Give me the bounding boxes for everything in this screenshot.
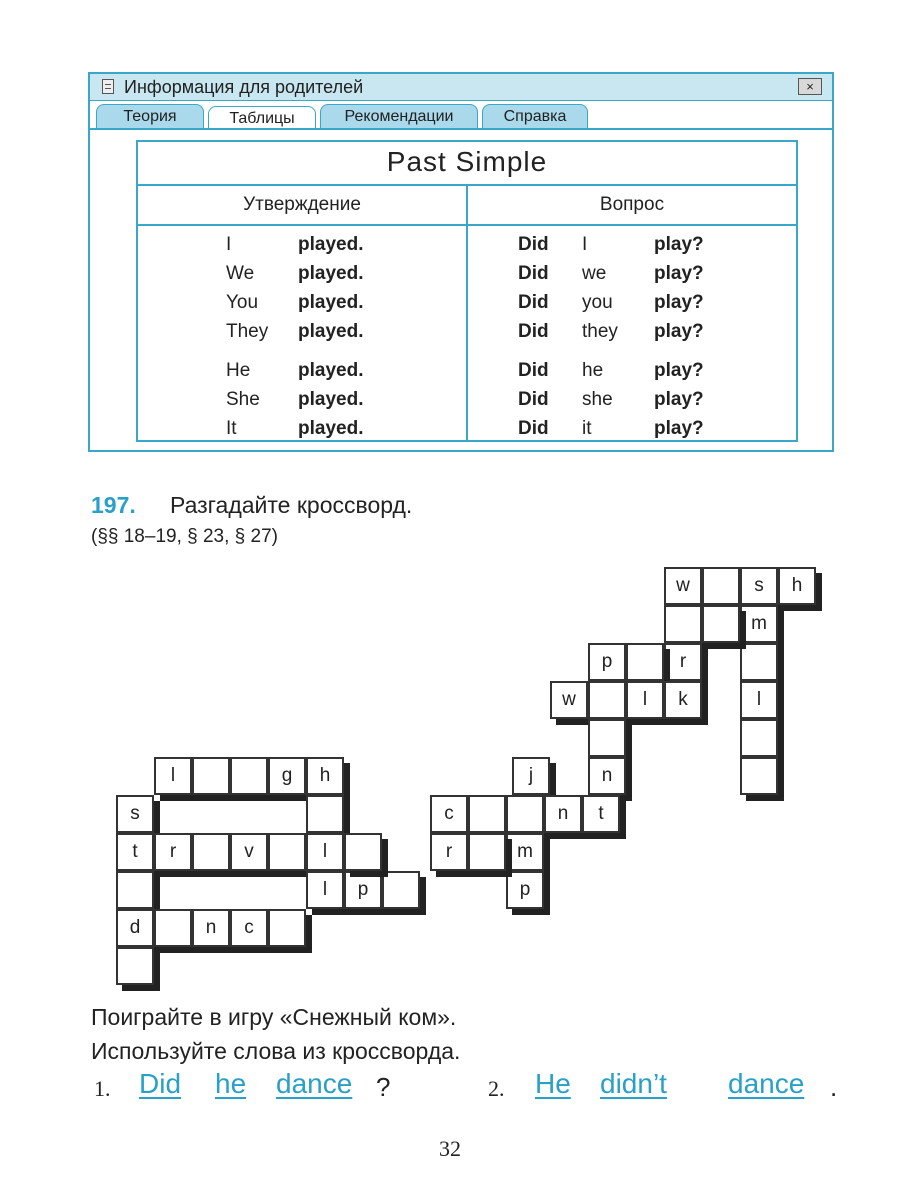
crossword-cell[interactable]: [116, 947, 154, 985]
window-title: Информация для родителей: [124, 77, 364, 97]
question-pronoun: it: [582, 418, 592, 439]
crossword-cell[interactable]: [626, 643, 664, 681]
question-pronoun: you: [582, 292, 613, 313]
crossword-cell[interactable]: g: [268, 757, 306, 795]
crossword-cell[interactable]: l: [306, 833, 344, 871]
crossword-cell[interactable]: p: [588, 643, 626, 681]
statement-verb: played.: [298, 360, 364, 381]
crossword-cell[interactable]: p: [344, 871, 382, 909]
crossword-cell[interactable]: n: [544, 795, 582, 833]
tab-theory[interactable]: Теория: [96, 104, 204, 128]
close-button[interactable]: ×: [798, 78, 822, 95]
crossword-cell[interactable]: [154, 909, 192, 947]
answer-number: 1.: [94, 1076, 111, 1101]
crossword-cell[interactable]: l: [626, 681, 664, 719]
crossword-cell[interactable]: [664, 605, 702, 643]
tab-recommendations[interactable]: Рекомендации: [320, 104, 478, 128]
crossword-cell[interactable]: d: [116, 909, 154, 947]
answer-punctuation: ?: [376, 1072, 391, 1102]
crossword-cell[interactable]: n: [192, 909, 230, 947]
crossword-cell[interactable]: c: [230, 909, 268, 947]
question-verb: play?: [654, 234, 704, 255]
question-pronoun: I: [582, 234, 588, 255]
answer-word: Did: [139, 1068, 182, 1099]
answer-punctuation: .: [830, 1072, 838, 1102]
answer-word: dance: [728, 1068, 805, 1099]
statement-pronoun: It: [226, 418, 237, 439]
crossword-cell[interactable]: [740, 757, 778, 795]
statement-pronoun: He: [226, 360, 251, 381]
crossword-cell[interactable]: [268, 909, 306, 947]
crossword-cell[interactable]: r: [664, 643, 702, 681]
answer-number: 2.: [488, 1076, 505, 1101]
crossword-cell[interactable]: [230, 757, 268, 795]
crossword-cell[interactable]: [588, 719, 626, 757]
question-auxiliary: Did: [518, 321, 549, 342]
crossword-cell[interactable]: [344, 833, 382, 871]
crossword-cell[interactable]: h: [778, 567, 816, 605]
answer-word: He: [535, 1068, 571, 1099]
crossword-cell[interactable]: [740, 643, 778, 681]
tab-tables[interactable]: Таблицы: [208, 106, 316, 130]
answer-word: dance: [276, 1068, 353, 1099]
statement-verb: played.: [298, 321, 364, 342]
exercise-title: Разгадайте кроссворд.: [170, 492, 413, 518]
instruction-line: Поиграйте в игру «Снежный ком».: [91, 1004, 457, 1030]
statement-pronoun: We: [226, 263, 255, 284]
crossword-cell[interactable]: r: [430, 833, 468, 871]
exercise-number: 197.: [91, 492, 136, 518]
crossword-cell[interactable]: w: [664, 567, 702, 605]
crossword-cell[interactable]: l: [740, 681, 778, 719]
crossword-cell[interactable]: [116, 871, 154, 909]
statement-pronoun: She: [226, 389, 260, 410]
statement-verb: played.: [298, 263, 364, 284]
crossword-cell[interactable]: m: [740, 605, 778, 643]
tab-reference[interactable]: Справка: [482, 104, 588, 128]
crossword-cell[interactable]: [506, 795, 544, 833]
crossword-cell[interactable]: s: [116, 795, 154, 833]
crossword-cell[interactable]: [468, 795, 506, 833]
answer-word: he: [215, 1068, 247, 1099]
question-pronoun: he: [582, 360, 604, 381]
table-title: Past Simple: [386, 146, 548, 177]
crossword-cell[interactable]: t: [116, 833, 154, 871]
crossword-cell[interactable]: [702, 605, 740, 643]
crossword-cell[interactable]: [192, 757, 230, 795]
crossword-cell[interactable]: k: [664, 681, 702, 719]
crossword-cell[interactable]: [468, 833, 506, 871]
answer-word: didn’t: [600, 1068, 667, 1099]
column-header-statement: Утверждение: [243, 194, 361, 215]
question-auxiliary: Did: [518, 292, 549, 313]
crossword-cell[interactable]: v: [230, 833, 268, 871]
statement-verb: played.: [298, 418, 364, 439]
crossword-cell[interactable]: m: [506, 833, 544, 871]
crossword-cell[interactable]: [588, 681, 626, 719]
crossword-cell[interactable]: c: [430, 795, 468, 833]
question-verb: play?: [654, 263, 704, 284]
question-auxiliary: Did: [518, 360, 549, 381]
crossword-cell[interactable]: p: [506, 871, 544, 909]
instruction-line: Используйте слова из кроссворда.: [91, 1038, 461, 1064]
question-pronoun: we: [582, 263, 607, 284]
question-pronoun: they: [582, 321, 618, 342]
question-verb: play?: [654, 360, 704, 381]
crossword-cell[interactable]: [740, 719, 778, 757]
crossword-cell[interactable]: j: [512, 757, 550, 795]
question-auxiliary: Did: [518, 263, 549, 284]
crossword-cell[interactable]: l: [306, 871, 344, 909]
statement-pronoun: I: [226, 234, 232, 255]
crossword-cell[interactable]: [192, 833, 230, 871]
page-number: 32: [439, 1136, 461, 1161]
statement-verb: played.: [298, 389, 364, 410]
crossword-cell[interactable]: s: [740, 567, 778, 605]
crossword-cell[interactable]: [306, 795, 344, 833]
crossword-cell[interactable]: [702, 567, 740, 605]
statement-pronoun: They: [226, 321, 269, 342]
exercise-references: (§§ 18–19, § 23, § 27): [91, 526, 278, 547]
question-verb: play?: [654, 418, 704, 439]
crossword-cell[interactable]: [268, 833, 306, 871]
column-header-question: Вопрос: [599, 194, 665, 215]
crossword-cell[interactable]: t: [582, 795, 620, 833]
question-verb: play?: [654, 292, 704, 313]
crossword-cell[interactable]: h: [306, 757, 344, 795]
question-pronoun: she: [582, 389, 613, 410]
crossword-cell[interactable]: [382, 871, 420, 909]
crossword-cell[interactable]: r: [154, 833, 192, 871]
crossword-cell[interactable]: w: [550, 681, 588, 719]
question-auxiliary: Did: [518, 234, 549, 255]
statement-pronoun: You: [226, 292, 259, 313]
question-verb: play?: [654, 389, 704, 410]
question-auxiliary: Did: [518, 418, 549, 439]
question-verb: play?: [654, 321, 704, 342]
statement-verb: played.: [298, 234, 364, 255]
crossword-cell[interactable]: l: [154, 757, 192, 795]
statement-verb: played.: [298, 292, 364, 313]
crossword-cell[interactable]: n: [588, 757, 626, 795]
question-auxiliary: Did: [518, 389, 549, 410]
